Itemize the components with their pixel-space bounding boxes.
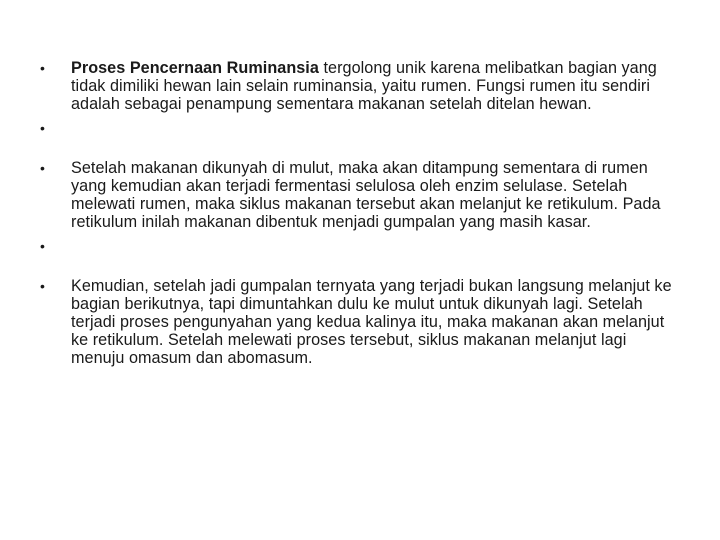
bullet-paragraph-2 xyxy=(40,159,680,231)
paragraph-1-text: tergolong unik karena melibatkan bagian yang tidak dimiliki hewan lain selain ruminansia, yaitu rumen. Fungsi rumen itu sendiri adalah sebagai penampung sementara makanan setelah ditelan hewan. xyxy=(71,59,657,113)
bullet-marker: • xyxy=(40,238,45,254)
empty-bullet-2 xyxy=(40,237,680,255)
bullet-marker: • xyxy=(40,120,45,136)
paragraph-3-text: Kemudian, setelah jadi gumpalan ternyata yang terjadi bukan langsung melanjut ke bagian berikutnya, tapi dimuntahkan dulu ke mulut untuk dikunyah lagi. Setelah terjadi proses pengunyahan yang kedua kalinya itu, maka makanan akan melanjut ke retikulum. Setelah melewati proses tersebut, siklus makanan melanjut lagi menuju omasum dan abomasum. xyxy=(71,277,672,367)
empty-bullet-1 xyxy=(40,119,680,137)
bullet-marker: • xyxy=(40,60,45,76)
bullet-list xyxy=(40,59,680,367)
paragraph-1-bold-lead: Proses Pencernaan Ruminansia xyxy=(71,59,319,77)
bullet-paragraph-3 xyxy=(40,277,680,367)
paragraph-2-text: Setelah makanan dikunyah di mulut, maka akan ditampung sementara di rumen yang kemudian akan terjadi fermentasi selulosa oleh enzim selulase. Setelah melewati rumen, maka siklus makanan tersebut akan melanjut ke retikulum. Pada retikulum inilah makanan dibentuk menjadi gumpalan yang masih kasar. xyxy=(71,159,661,231)
bullet-paragraph-1 xyxy=(40,59,680,113)
bullet-marker: • xyxy=(40,278,45,294)
bullet-marker: • xyxy=(40,160,45,176)
